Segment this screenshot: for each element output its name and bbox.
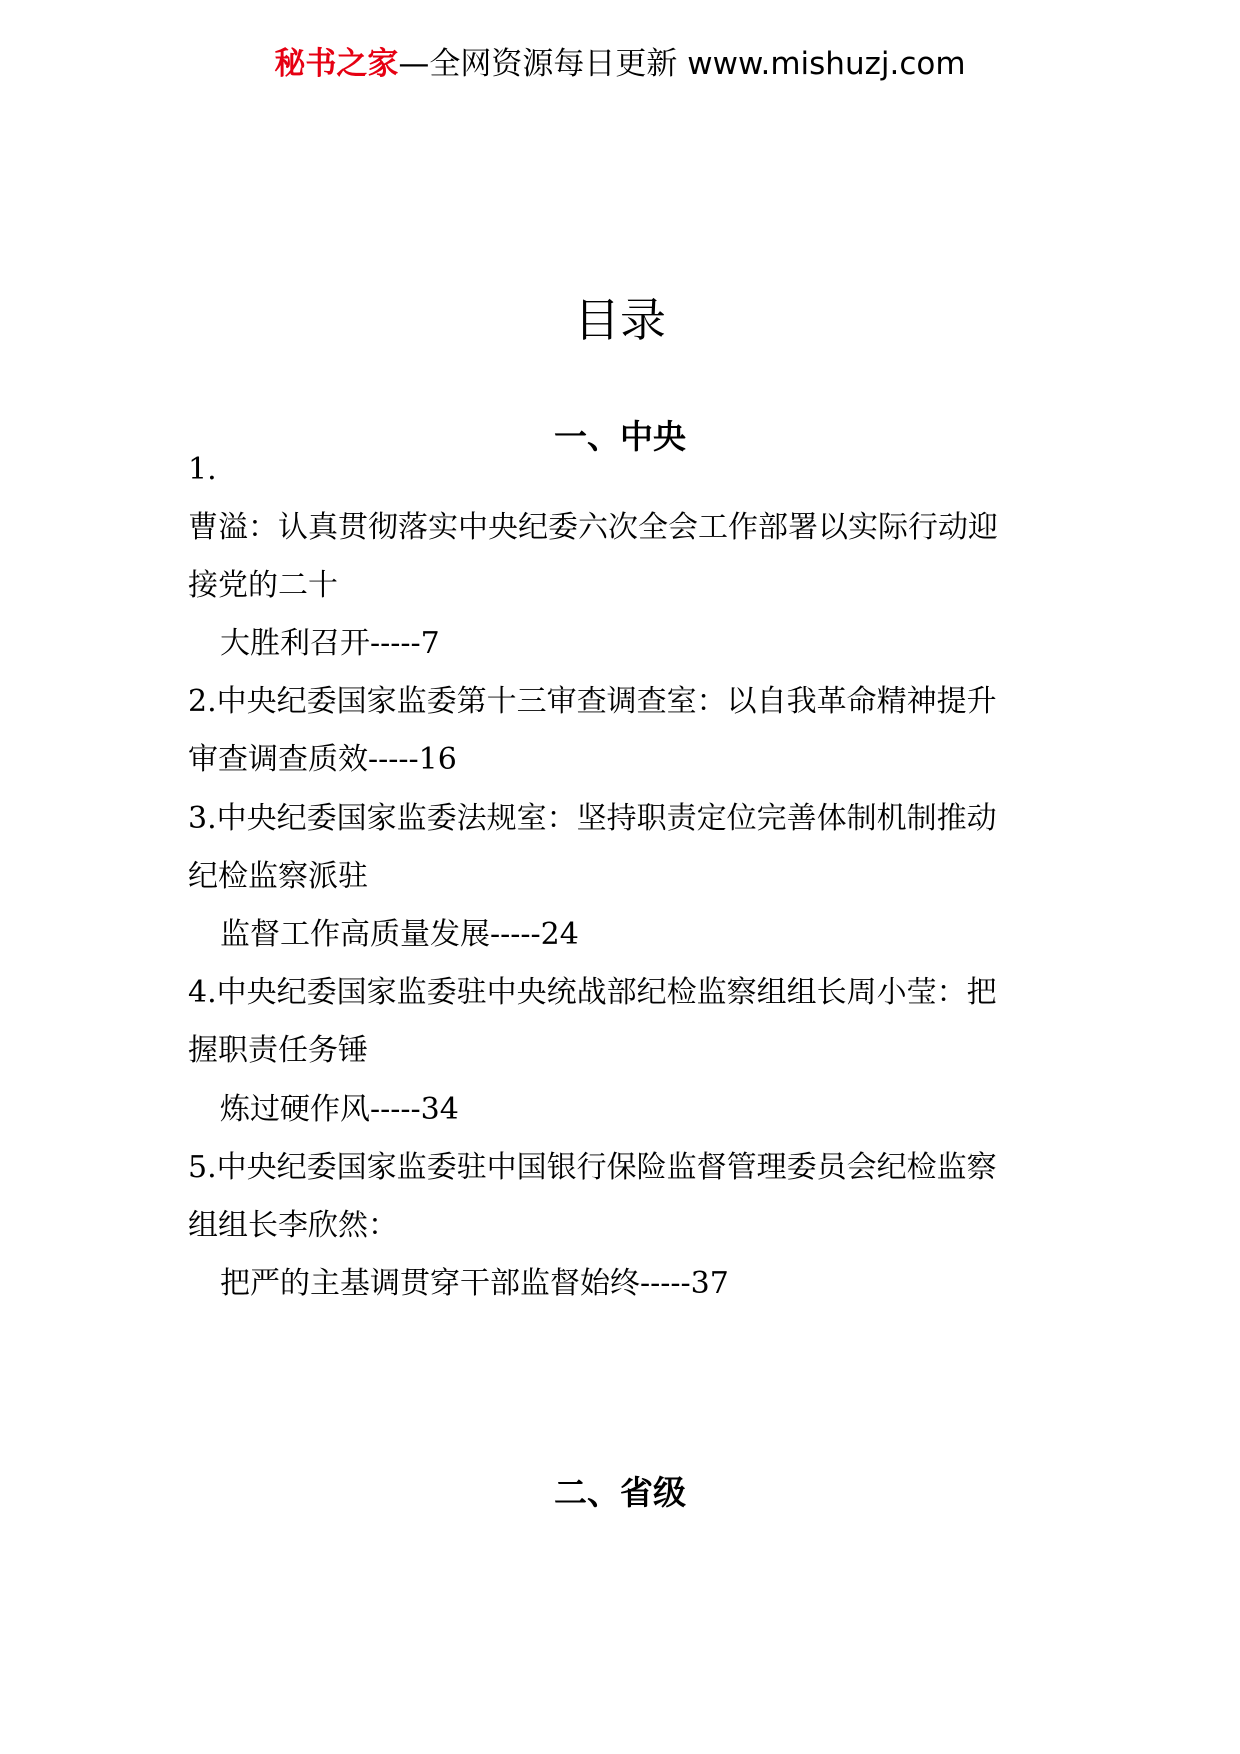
- toc-line: 审查调查质效-----16: [188, 742, 457, 777]
- toc-line: 接党的二十: [188, 568, 338, 603]
- toc-line: 炼过硬作风-----34: [220, 1092, 459, 1127]
- toc-line: 把严的主基调贯穿干部监督始终-----37: [220, 1266, 729, 1301]
- toc-line: 5.中央纪委国家监委驻中国银行保险监督管理委员会纪检监察: [188, 1150, 997, 1185]
- toc-line: 监督工作高质量发展-----24: [220, 917, 579, 952]
- toc-line: 大胜利召开-----7: [220, 626, 440, 661]
- toc-line: 1.: [188, 452, 217, 487]
- toc-line: 3.中央纪委国家监委法规室：坚持职责定位完善体制机制推动: [188, 801, 997, 836]
- toc-line: 曹溢：认真贯彻落实中央纪委六次全会工作部署以实际行动迎: [188, 510, 998, 545]
- toc-line: 组组长李欣然：: [188, 1208, 398, 1243]
- toc-line: 纪检监察派驻: [188, 859, 368, 894]
- toc-line: 4.中央纪委国家监委驻中央统战部纪检监察组组长周小莹：把: [188, 975, 997, 1010]
- section-heading-central: 一、中央: [554, 417, 686, 456]
- page-title: 目录: [574, 293, 666, 347]
- toc-line: 握职责任务锤: [188, 1033, 368, 1068]
- toc-line: 2.中央纪委国家监委第十三审查调查室：以自我革命精神提升: [188, 684, 997, 719]
- section-heading-provincial: 二、省级: [554, 1473, 686, 1512]
- site-brand: 秘书之家: [274, 46, 399, 82]
- site-tagline: —全网资源每日更新 www.mishuzj.com: [398, 46, 966, 82]
